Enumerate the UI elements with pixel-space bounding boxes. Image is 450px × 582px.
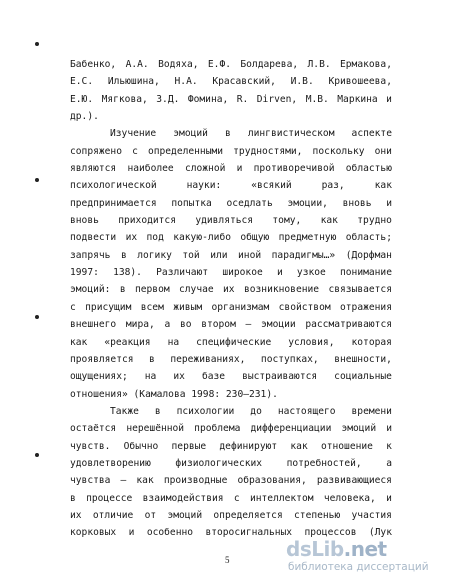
- word: условия,: [288, 336, 335, 348]
- text-line: [70, 368, 392, 385]
- word: интеллектом: [249, 492, 314, 504]
- word: организмам: [211, 301, 270, 313]
- word: возникновение: [243, 284, 320, 296]
- word: случае: [179, 284, 214, 296]
- word: первом: [134, 284, 170, 296]
- word: –: [245, 319, 252, 331]
- word: Изучение: [110, 128, 157, 140]
- word: как: [70, 336, 88, 348]
- word: отражения: [340, 301, 392, 313]
- word: и: [386, 492, 392, 504]
- word: чувств.: [70, 440, 111, 452]
- text-line: [70, 125, 392, 142]
- word: наиболее: [127, 163, 174, 175]
- word: широкое: [222, 267, 263, 279]
- word: «реакция: [104, 336, 151, 348]
- word: А.А.: [125, 59, 149, 70]
- word: Различают: [156, 267, 209, 279]
- page-number: 5: [225, 555, 230, 565]
- word: потребностей,: [286, 457, 362, 469]
- word: эмоций: [341, 423, 377, 435]
- word: З.Д.: [156, 93, 180, 105]
- word: а: [386, 457, 392, 469]
- word: живым: [173, 301, 203, 313]
- word: на: [144, 371, 157, 383]
- word: Также: [110, 405, 139, 417]
- text-line: [70, 195, 392, 212]
- word: как: [374, 180, 392, 192]
- word: втором: [201, 319, 236, 331]
- word: (Камалова: [133, 388, 186, 400]
- word: отношения»: [70, 388, 128, 400]
- word: определенными: [147, 145, 224, 157]
- word: всем: [140, 301, 164, 313]
- word: взаимодействия: [142, 492, 224, 504]
- text-line: [70, 281, 392, 298]
- word: их: [173, 371, 185, 383]
- word: к: [386, 440, 392, 452]
- text-line: [70, 177, 392, 194]
- word: эмоций: [167, 509, 203, 521]
- word: общую: [240, 232, 270, 244]
- word: в: [119, 284, 126, 296]
- word: др.).: [70, 111, 99, 123]
- word: проблема: [194, 423, 241, 435]
- word: эмоции: [261, 319, 296, 331]
- word: эмоций:: [70, 284, 111, 296]
- word: Красавский,: [212, 76, 276, 88]
- word: и: [386, 423, 392, 435]
- watermark-logo-part1: dsLib: [286, 537, 344, 561]
- watermark-subtitle: библиотека диссертаций: [288, 561, 429, 573]
- binder-hole-lower: [35, 315, 39, 319]
- watermark: [286, 537, 446, 577]
- word: процессе: [86, 492, 133, 504]
- word: сопряжено: [70, 145, 122, 157]
- text-line: [70, 316, 392, 333]
- word: парадигмы…»: [271, 249, 336, 261]
- text-line: [70, 264, 392, 281]
- word: какую-либо: [173, 232, 231, 244]
- word: 1998:: [191, 388, 221, 400]
- binder-hole-middle: [35, 178, 39, 182]
- word: и: [386, 93, 392, 105]
- word: Е.Ю.: [70, 93, 94, 105]
- word: рассматриваются: [305, 319, 392, 331]
- word: и: [236, 163, 243, 175]
- word: Ильюшина,: [107, 76, 160, 88]
- word: на: [167, 336, 180, 348]
- word: и: [128, 527, 135, 539]
- word: их: [223, 284, 235, 296]
- word: специфические: [196, 336, 272, 348]
- word: раз,: [321, 180, 345, 192]
- word: являются: [70, 163, 117, 175]
- word: мира,: [125, 319, 155, 331]
- word: отношение: [320, 440, 373, 452]
- word: узкое: [296, 267, 326, 279]
- watermark-logo-part2: .net: [343, 537, 387, 561]
- word: с: [70, 301, 76, 313]
- word: второсигнальных: [205, 527, 293, 539]
- word: Мягкова,: [101, 93, 148, 105]
- word: с: [233, 492, 240, 504]
- word: Ермакова,: [340, 59, 392, 70]
- text-line: [70, 73, 392, 90]
- word: Болдарева,: [240, 59, 299, 70]
- word: поскольку: [312, 145, 365, 157]
- word: базе: [201, 371, 226, 383]
- text-line: [70, 247, 392, 264]
- word: аспекте: [351, 128, 392, 140]
- word: в: [149, 353, 155, 365]
- body-text: [70, 56, 392, 542]
- binder-hole-bottom: [35, 453, 39, 457]
- word: попытка: [171, 197, 212, 209]
- text-line: [70, 108, 392, 125]
- text-line: [70, 490, 392, 507]
- word: Обычно: [123, 440, 159, 452]
- word: лингвистическом: [247, 128, 335, 140]
- word: первые: [171, 440, 207, 452]
- word: вновь: [342, 197, 372, 209]
- text-line: [70, 455, 392, 472]
- word: иной: [238, 249, 262, 261]
- word: трудностями,: [233, 145, 303, 157]
- word: эмоций: [173, 128, 208, 140]
- word: под: [146, 232, 164, 244]
- word: физиологических: [175, 457, 263, 469]
- text-line: [70, 386, 392, 403]
- word: производные: [163, 475, 228, 487]
- word: внешнего: [70, 319, 117, 331]
- text-line: [70, 299, 392, 316]
- word: во: [179, 319, 192, 331]
- word: (Лук: [368, 527, 392, 539]
- word: свойством: [278, 301, 331, 313]
- word: тому,: [272, 215, 302, 227]
- word: социальные: [334, 371, 392, 383]
- word: их: [125, 232, 138, 244]
- word: (Дорфман: [345, 249, 392, 261]
- word: остаётся: [70, 423, 117, 435]
- word: противоречивой: [253, 163, 335, 175]
- text-line: [70, 56, 392, 73]
- word: внешности,: [334, 353, 392, 365]
- word: приходится: [118, 215, 176, 227]
- word: науки:: [186, 180, 222, 192]
- text-line: [70, 229, 392, 246]
- word: и: [276, 267, 283, 279]
- word: логику: [137, 249, 172, 261]
- word: настоящего: [277, 405, 336, 417]
- word: определяется: [213, 509, 283, 521]
- text-line: [70, 160, 392, 177]
- word: Е.С.: [70, 76, 94, 88]
- word: или: [210, 249, 228, 261]
- text-line: [70, 351, 392, 368]
- word: эмоции,: [287, 197, 328, 209]
- word: они: [374, 145, 392, 157]
- word: Кривошеева,: [328, 76, 392, 88]
- binder-hole-top: [35, 42, 39, 46]
- word: как: [320, 215, 338, 227]
- word: как: [136, 475, 154, 487]
- word: и: [386, 197, 392, 209]
- word: связывается: [328, 284, 392, 296]
- word: в: [120, 249, 127, 261]
- word: Е.Ф.: [207, 59, 231, 70]
- word: R.: [236, 93, 249, 105]
- word: отличие: [92, 509, 134, 521]
- word: Фомина,: [187, 93, 229, 105]
- word: предпринимается: [70, 197, 157, 209]
- text-line: [70, 420, 392, 437]
- word: вновь: [70, 215, 99, 227]
- word: ощущениях;: [70, 371, 128, 383]
- text-line: [70, 91, 392, 108]
- word: психологии: [176, 405, 235, 417]
- text-line: [70, 438, 392, 455]
- word: процессов: [304, 527, 357, 539]
- word: участия: [351, 509, 392, 521]
- watermark-logo: [286, 537, 387, 561]
- word: особенно: [146, 527, 194, 539]
- word: как: [290, 440, 308, 452]
- word: Бабенко,: [70, 59, 117, 70]
- word: степенью: [294, 509, 341, 521]
- word: времени: [351, 405, 392, 417]
- text-line: [70, 507, 392, 524]
- word: М.В.: [305, 93, 329, 105]
- word: дифференциации: [250, 423, 332, 435]
- word: переживаниях,: [170, 353, 246, 365]
- word: в: [225, 128, 231, 140]
- text-line: [70, 403, 392, 420]
- word: подвести: [70, 232, 117, 244]
- word: чувства: [70, 475, 111, 487]
- word: их: [70, 509, 82, 521]
- word: понимание: [340, 267, 392, 279]
- word: 230–231).: [225, 388, 278, 400]
- word: человека,: [323, 492, 376, 504]
- word: той: [182, 249, 200, 261]
- word: И.В.: [290, 76, 314, 88]
- word: оседлать: [226, 197, 273, 209]
- word: психологической: [70, 180, 157, 192]
- word: до: [250, 405, 262, 417]
- word: корковых: [70, 527, 117, 539]
- word: поступках,: [260, 353, 319, 365]
- word: запрячь: [70, 249, 111, 261]
- text-line: [70, 143, 392, 160]
- word: образования,: [237, 475, 307, 487]
- word: от: [144, 509, 157, 521]
- word: а: [164, 319, 171, 331]
- word: 138).: [113, 267, 142, 279]
- word: развивающиеся: [316, 475, 392, 487]
- text-line: [70, 334, 392, 351]
- word: 1997:: [70, 267, 99, 279]
- word: проявляется: [70, 353, 134, 365]
- word: область;: [345, 232, 392, 244]
- word: в: [154, 405, 161, 417]
- word: выстраиваются: [242, 371, 318, 383]
- word: дефинируют: [219, 440, 278, 452]
- word: присущим: [85, 301, 132, 313]
- word: Маркина: [337, 93, 378, 105]
- word: нерешённой: [126, 423, 185, 435]
- word: трудно: [357, 215, 392, 227]
- word: Dirven,: [256, 93, 298, 105]
- text-line: [70, 212, 392, 229]
- text-line: [70, 472, 392, 489]
- word: Водяха,: [158, 59, 199, 70]
- word: удовлетворению: [70, 457, 151, 469]
- word: удивляться: [195, 215, 254, 227]
- word: –: [120, 475, 127, 487]
- word: «всякий: [251, 180, 292, 192]
- word: областью: [345, 163, 392, 175]
- word: которая: [351, 336, 392, 348]
- word: в: [70, 492, 76, 504]
- word: Н.А.: [174, 76, 198, 88]
- word: сложной: [184, 163, 226, 175]
- word: с: [132, 145, 138, 157]
- word: предметную: [278, 232, 337, 244]
- word: Л.В.: [307, 59, 331, 70]
